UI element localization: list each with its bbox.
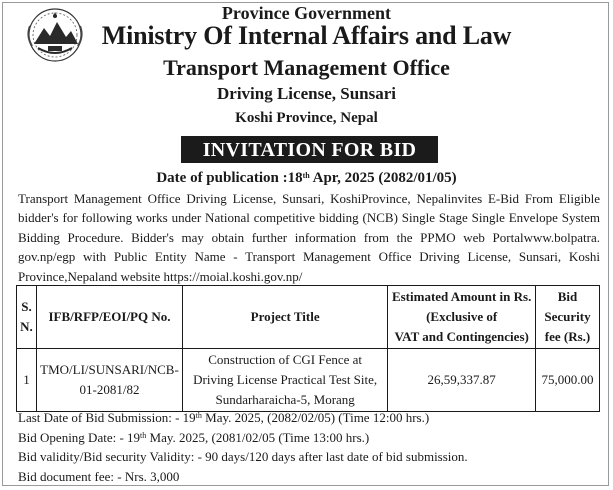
bid-validity: Bid validity/Bid security Validity: - 90 days/120 days after last date of bid submission. xyxy=(18,449,468,465)
ministry-title: Ministry Of Internal Affairs and Law xyxy=(101,21,512,50)
document-fee: Bid document fee: - Nrs. 3,000 xyxy=(18,468,180,484)
bid-table xyxy=(16,285,600,412)
province-government-heading: Province Government xyxy=(221,3,392,23)
col-header-sn: S. N. xyxy=(17,286,37,349)
cell-fee: 75,000.00 xyxy=(535,349,599,412)
cell-project-title: Construction of CGI Fence at Driving License Practical Test Site, Sundarharaicha-5, Morang xyxy=(182,349,387,412)
intro-paragraph: Transport Management Office Driving License, Sunsari, KoshiProvince, Nepalinvites E-Bid From Eligible bidder's for following works under National competitive bidding (NCB) Single Stage Single Envelope System Bidding Procedure. Bidder's may obtain further information from the PPMO web Portalwww.bolpatra. gov.np/egp with Public Entity Name - Transport Management Office Driving License, Sunsari, Koshi Province,Nepaland website https://moial.koshi.gov.np/ xyxy=(18,191,600,284)
table-row xyxy=(17,349,600,412)
cell-amount: 26,59,337.87 xyxy=(388,349,536,412)
location-line: Koshi Province, Nepal xyxy=(235,110,378,126)
invitation-banner: INVITATION FOR BID xyxy=(181,136,438,163)
office-title: Transport Management Office xyxy=(163,55,450,80)
submission-deadline: Last Date of Bid Submission: - 19th May. 2025, (2082/02/05) (Time 12:00 hrs.) xyxy=(18,410,430,425)
col-header-ifb: IFB/RFP/EOI/PQ No. xyxy=(36,286,182,349)
opening-date: Bid Opening Date: - 19th May. 2025, (2081/02/05 (Time 13:00 hrs.) xyxy=(18,429,370,445)
col-header-amount: Estimated Amount in Rs. (Exclusive of VAT and Contingencies) xyxy=(388,286,536,349)
cell-ifb: TMO/LI/SUNSARI/NCB- 01-2081/82 xyxy=(36,349,182,412)
col-header-fee: Bid Security fee (Rs.) xyxy=(535,286,599,349)
office-subtitle: Driving License, Sunsari xyxy=(217,84,396,103)
publication-date: Date of publication :18th Apr, 2025 (2082/01/05) xyxy=(156,170,457,186)
col-header-title: Project Title xyxy=(182,286,387,349)
bid-details xyxy=(18,408,600,486)
table-header-row xyxy=(17,286,600,349)
cell-sn: 1 xyxy=(17,349,37,412)
